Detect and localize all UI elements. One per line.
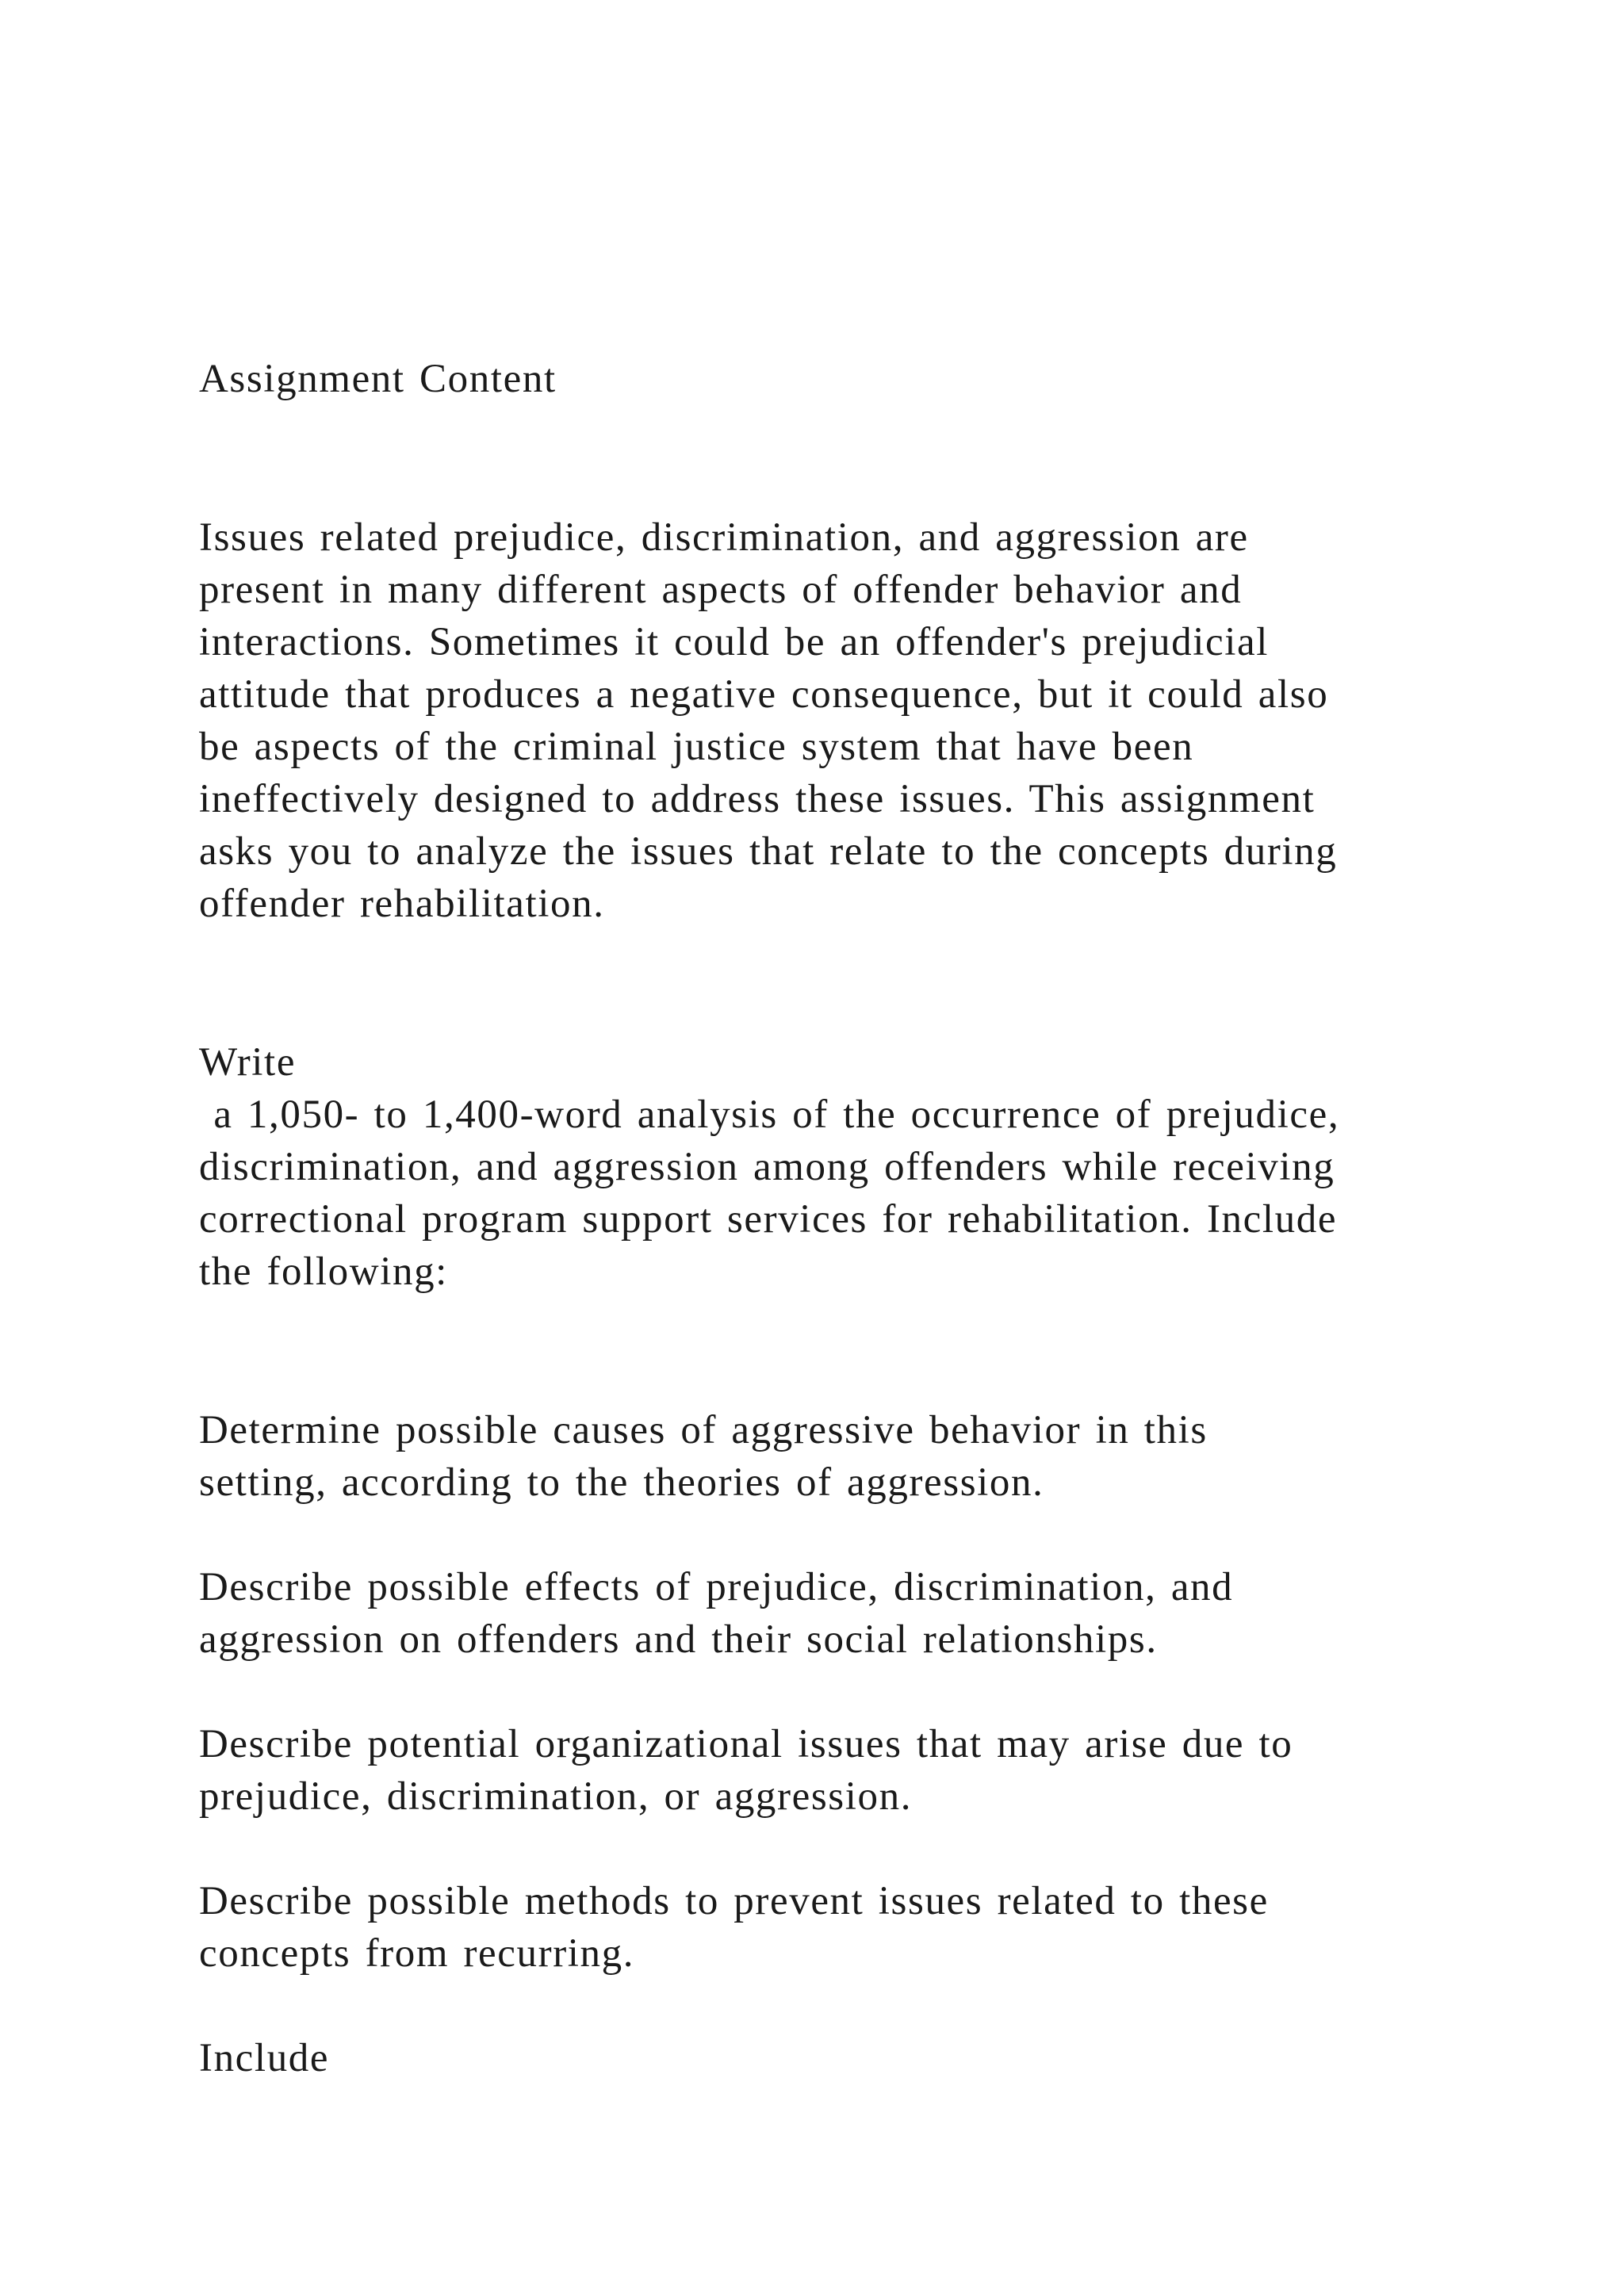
- intro-line: offender rehabilitation.: [199, 882, 605, 926]
- intro-line: attitude that produces a negative consequence, but it could also: [199, 672, 1329, 717]
- intro-line: present in many different aspects of offender behavior and: [199, 568, 1243, 612]
- list-item-line: Describe potential organizational issues that may arise due to: [199, 1722, 1293, 1766]
- write-line: correctional program support services for rehabilitation. Include: [199, 1197, 1338, 1242]
- intro-line: Issues related prejudice, discrimination, and aggression are: [199, 515, 1249, 560]
- list-item-line: prejudice, discrimination, or aggression.: [199, 1774, 913, 1819]
- closing-text: Include: [199, 2036, 330, 2080]
- intro-line: ineffectively designed to address these issues. This assignment: [199, 777, 1316, 821]
- document-heading: Assignment Content: [199, 357, 557, 401]
- intro-line: asks you to analyze the issues that relate to the concepts during: [199, 829, 1338, 874]
- intro-line: interactions. Sometimes it could be an offender's prejudicial: [199, 620, 1270, 664]
- write-line: a 1,050- to 1,400-word analysis of the occurrence of prejudice,: [199, 1093, 1340, 1137]
- list-item-line: aggression on offenders and their social relationships.: [199, 1617, 1158, 1662]
- list-item-line: concepts from recurring.: [199, 1931, 635, 1976]
- write-line: the following:: [199, 1249, 448, 1294]
- write-line: Write: [199, 1040, 297, 1085]
- write-line: discrimination, and aggression among offenders while receiving: [199, 1145, 1335, 1189]
- list-item-line: setting, according to the theories of aggression.: [199, 1460, 1044, 1505]
- list-item-line: Describe possible effects of prejudice, discrimination, and: [199, 1565, 1234, 1609]
- list-item-line: Describe possible methods to prevent issues related to these: [199, 1879, 1269, 1923]
- intro-line: be aspects of the criminal justice system that have been: [199, 725, 1194, 769]
- list-item-line: Determine possible causes of aggressive behavior in this: [199, 1408, 1208, 1452]
